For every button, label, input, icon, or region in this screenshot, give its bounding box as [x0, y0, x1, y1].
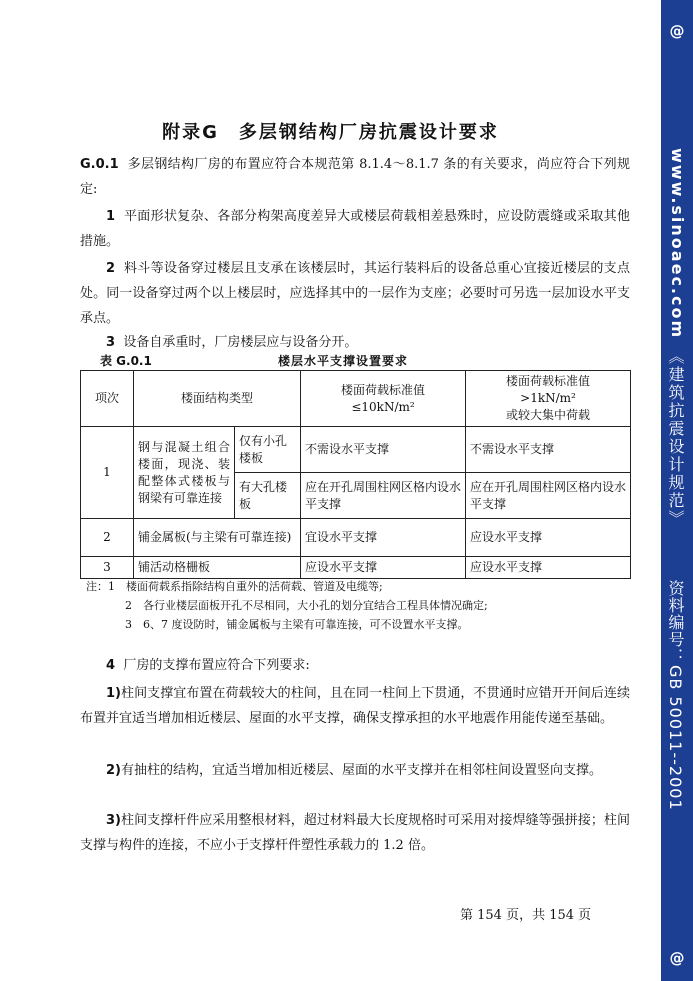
subitem-text: 柱间支撑宜布置在荷载较大的柱间，且在同一柱间上下贯通，不贯通时应错开开间后连续布置并宜适当增加相近楼层、屋面的水平支撑，确保支撑承担的水平地震作用能传递至基础。: [80, 686, 630, 726]
table-note: 3 6、7 度设防时，铺金属板与主梁有可靠连接，可不设置水平支撑。: [125, 618, 469, 631]
row1a-load-high: 不需设水平支撑: [466, 427, 631, 473]
header-item-no: 项次: [81, 371, 134, 427]
subitem-1: [80, 681, 630, 731]
row2-number: 2: [81, 519, 134, 557]
item-text: 料斗等设备穿过楼层且支承在该楼层时，其运行装料后的设备总重心宜接近楼层的支点处。同一设备穿过两个以上楼层时，应选择其中的一层作为支座；必要时可另选一层加设水平支承点。: [80, 261, 630, 326]
book-title: 《建筑抗震设计规范》: [666, 348, 685, 528]
header-load-low-line1: 楼面荷载标准值: [341, 382, 426, 397]
row2-load-high: 应设水平支撑: [466, 519, 631, 557]
subitem-text: 有抽柱的结构，宜适当增加相近楼层、屋面的水平支撑并在相邻柱间设置竖向支撑。: [121, 763, 603, 778]
item-number: 2: [106, 261, 116, 276]
item-number: 1: [106, 209, 116, 224]
at-mark-top: @: [669, 22, 685, 40]
table-header-row: [81, 371, 631, 427]
table-row: [81, 519, 631, 557]
row3-load-low: 应设水平支撑: [301, 557, 466, 579]
row1a-load-low: 不需设水平支撑: [301, 427, 466, 473]
header-floor-type: 楼面结构类型: [134, 371, 301, 427]
row1-floor-type: 钢与混凝土组合楼面，现浇、装配整体式楼板与钢梁有可靠连接: [134, 427, 235, 519]
at-mark-bottom: @: [669, 949, 685, 967]
header-load-low: [301, 371, 466, 427]
row3-number: 3: [81, 557, 134, 579]
header-load-high-line1: 楼面荷载标准值: [506, 374, 591, 388]
subitem-text: 柱间支撑杆件应采用整根材料，超过材料最大长度规格时可采用对接焊缝等强拼接；柱间支撑与构件的连接，不应小于支撑杆件塑性承载力的 1.2 倍。: [80, 813, 630, 853]
item-text: 厂房的支撑布置应符合下列要求:: [123, 658, 310, 673]
subitem-number: 3): [106, 813, 121, 828]
header-load-high-line2: >1kN/m²: [520, 391, 576, 405]
subitem-2: [80, 758, 630, 783]
side-banner: [661, 0, 693, 981]
row3-load-high: 应设水平支撑: [466, 557, 631, 579]
table-notes: [86, 577, 631, 634]
row1-number: 1: [81, 427, 134, 519]
page-footer: 第 154 页，共 154 页: [460, 908, 592, 923]
document-code: 资料编号：GB 50011--2001: [666, 580, 685, 811]
table-caption: 表 G.0.1: [100, 354, 152, 368]
row1b-load-low: 应在开孔周围柱网区格内设水平支撑: [301, 473, 466, 519]
clause-number: G.0.1: [80, 157, 119, 172]
item-number: 4: [106, 658, 116, 673]
row2-floor-type: 铺金属板(与主梁有可靠连接): [134, 519, 301, 557]
clause-item-2: [80, 256, 630, 331]
subitem-number: 1): [106, 686, 121, 701]
clause-g01: [80, 152, 630, 202]
item-text: 平面形状复杂、各部分构架高度差异大或楼层荷载相差悬殊时，应设防震缝或采取其他措施。: [80, 209, 630, 249]
clause-item-1: [80, 204, 630, 254]
header-load-high-line3: 或较大集中荷载: [506, 408, 591, 422]
row1a-subtype: 仅有小孔楼板: [235, 427, 301, 473]
row1b-load-high: 应在开孔周围柱网区格内设水平支撑: [466, 473, 631, 519]
website-url: www.sinoaec.com: [668, 148, 687, 340]
page-title: 附录G 多层钢结构厂房抗震设计要求: [162, 122, 499, 143]
row1b-subtype: 有大孔楼板: [235, 473, 301, 519]
clause-item-4: [80, 653, 630, 678]
subitem-3: [80, 808, 630, 858]
table-row: [81, 427, 631, 473]
table-row: [81, 557, 631, 579]
row2-load-low: 宜设水平支撑: [301, 519, 466, 557]
header-load-low-line2: ≤10kN/m²: [351, 399, 415, 414]
item-number: 3: [106, 335, 116, 350]
table-note: 2 各行业楼层面板开孔不尽相同，大小孔的划分宜结合工程具体情况确定;: [125, 599, 488, 612]
row3-floor-type: 铺活动格栅板: [134, 557, 301, 579]
table-note: 注：1 楼面荷载系指除结构自重外的活荷载、管道及电缆等;: [86, 580, 383, 593]
item-text: 设备自承重时，厂房楼层应与设备分开。: [123, 335, 358, 350]
clause-intro: 多层钢结构厂房的布置应符合本规范第 8.1.4～8.1.7 条的有关要求，尚应符合下列规定:: [80, 157, 630, 197]
bracing-table: [80, 370, 631, 579]
table-title: 楼层水平支撑设置要求: [278, 354, 409, 368]
header-load-high: [466, 371, 631, 427]
subitem-number: 2): [106, 763, 121, 778]
